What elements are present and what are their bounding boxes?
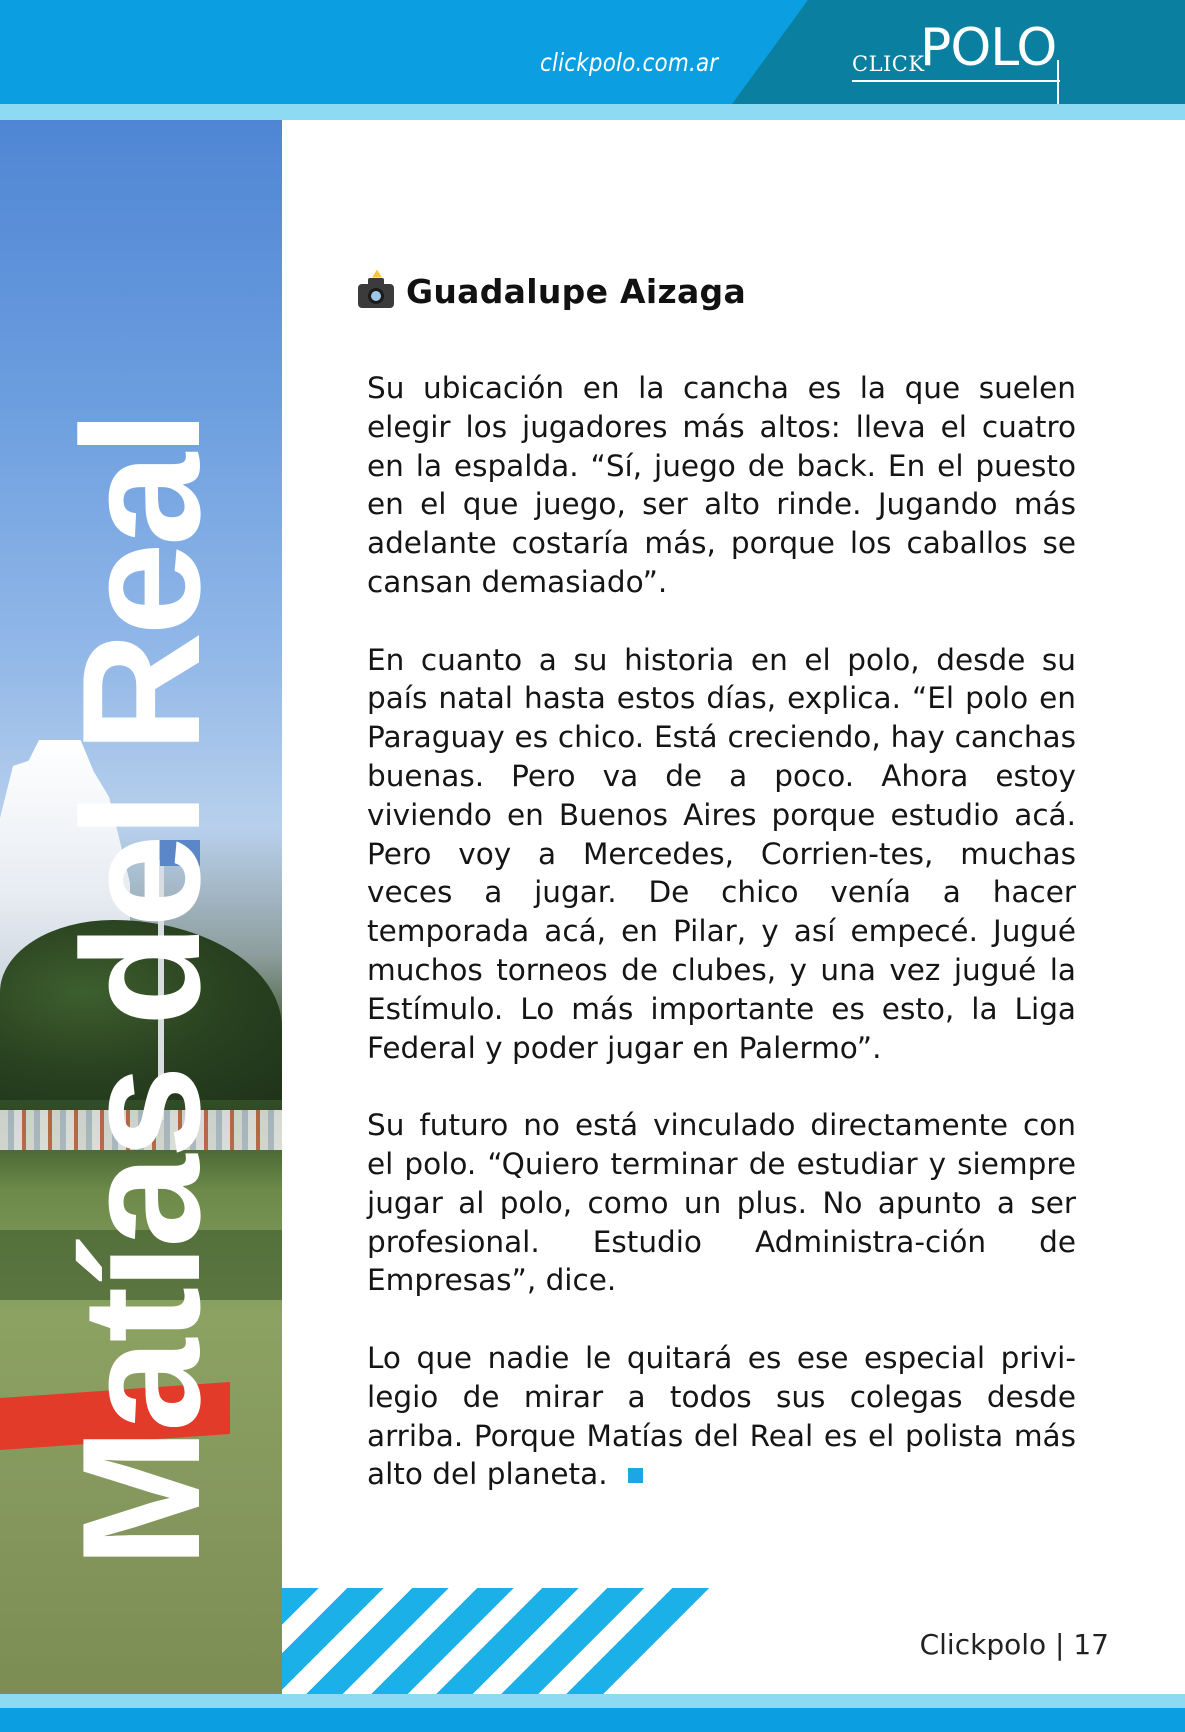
article-paragraph: Su ubicación en la cancha es la que suelen elegir los jugadores más altos: lleva el cuatro en la espalda. “Sí, juego de back. En el puesto en el que juego, ser alto rinde. Jugando más adelante costaría más, porque los caballos se cansan demasiado”. [367,371,1076,599]
article-paragraph: Su futuro no está vinculado directamente con el polo. “Quiero terminar de estudiar y siempre jugar al polo, como un plus. No apunto a ser profesional. Estudio Administra-ción de Empresas”, dice. [367,1108,1076,1298]
logo-tick [1057,60,1059,104]
polo-field-photo [0,120,282,1694]
square-end-mark-icon [628,1468,643,1483]
photo-credit [358,272,746,311]
clickpolo-logo [852,20,1062,92]
logo-main: POLO [920,18,1057,78]
diagonal-stripes-decoration [282,1588,727,1694]
article-paragraph-text: Lo que nadie le quitará es ese especial privi-legio de mirar a todos sus colegas desde arriba. Porque Matías del Real es el polista más alto del planeta. [367,1340,1076,1492]
site-url: clickpolo.com.ar [540,48,719,77]
vertical-title-text: Matías del Real [47,414,235,1568]
camera-flash-icon [358,276,394,308]
footer-accent-strip [0,1694,1185,1708]
logo-underline [852,80,1060,82]
photo-credit-name: Guadalupe Aizaga [406,272,747,311]
page-folio: Clickpolo | 17 [919,1628,1109,1661]
page-header [0,0,1185,104]
footer-band [0,1694,1185,1732]
header-accent-strip [0,104,1185,120]
article-paragraph: En cuanto a su historia en el polo, desde su país natal hasta estos días, explica. “El polo en Paraguay es chico. Está creciendo, hay canchas buenas. Pero va de a poco. Ahora estoy viviendo en Buenos Aires porque estudio acá. Pero voy a Mercedes, Corrien-tes, muchas veces a jugar. De chico venía a hacer temporada acá, en Pilar, y así empecé. Jugué muchos torneos de clubes, y una vez jugué la Estímulo. Lo más importante es esto, la Liga Federal y poder jugar en Palermo”. [367,642,1076,1065]
logo-prefix: CLICK [852,52,925,76]
article-paragraph-last [367,1339,1076,1494]
article-body [367,369,1076,1533]
